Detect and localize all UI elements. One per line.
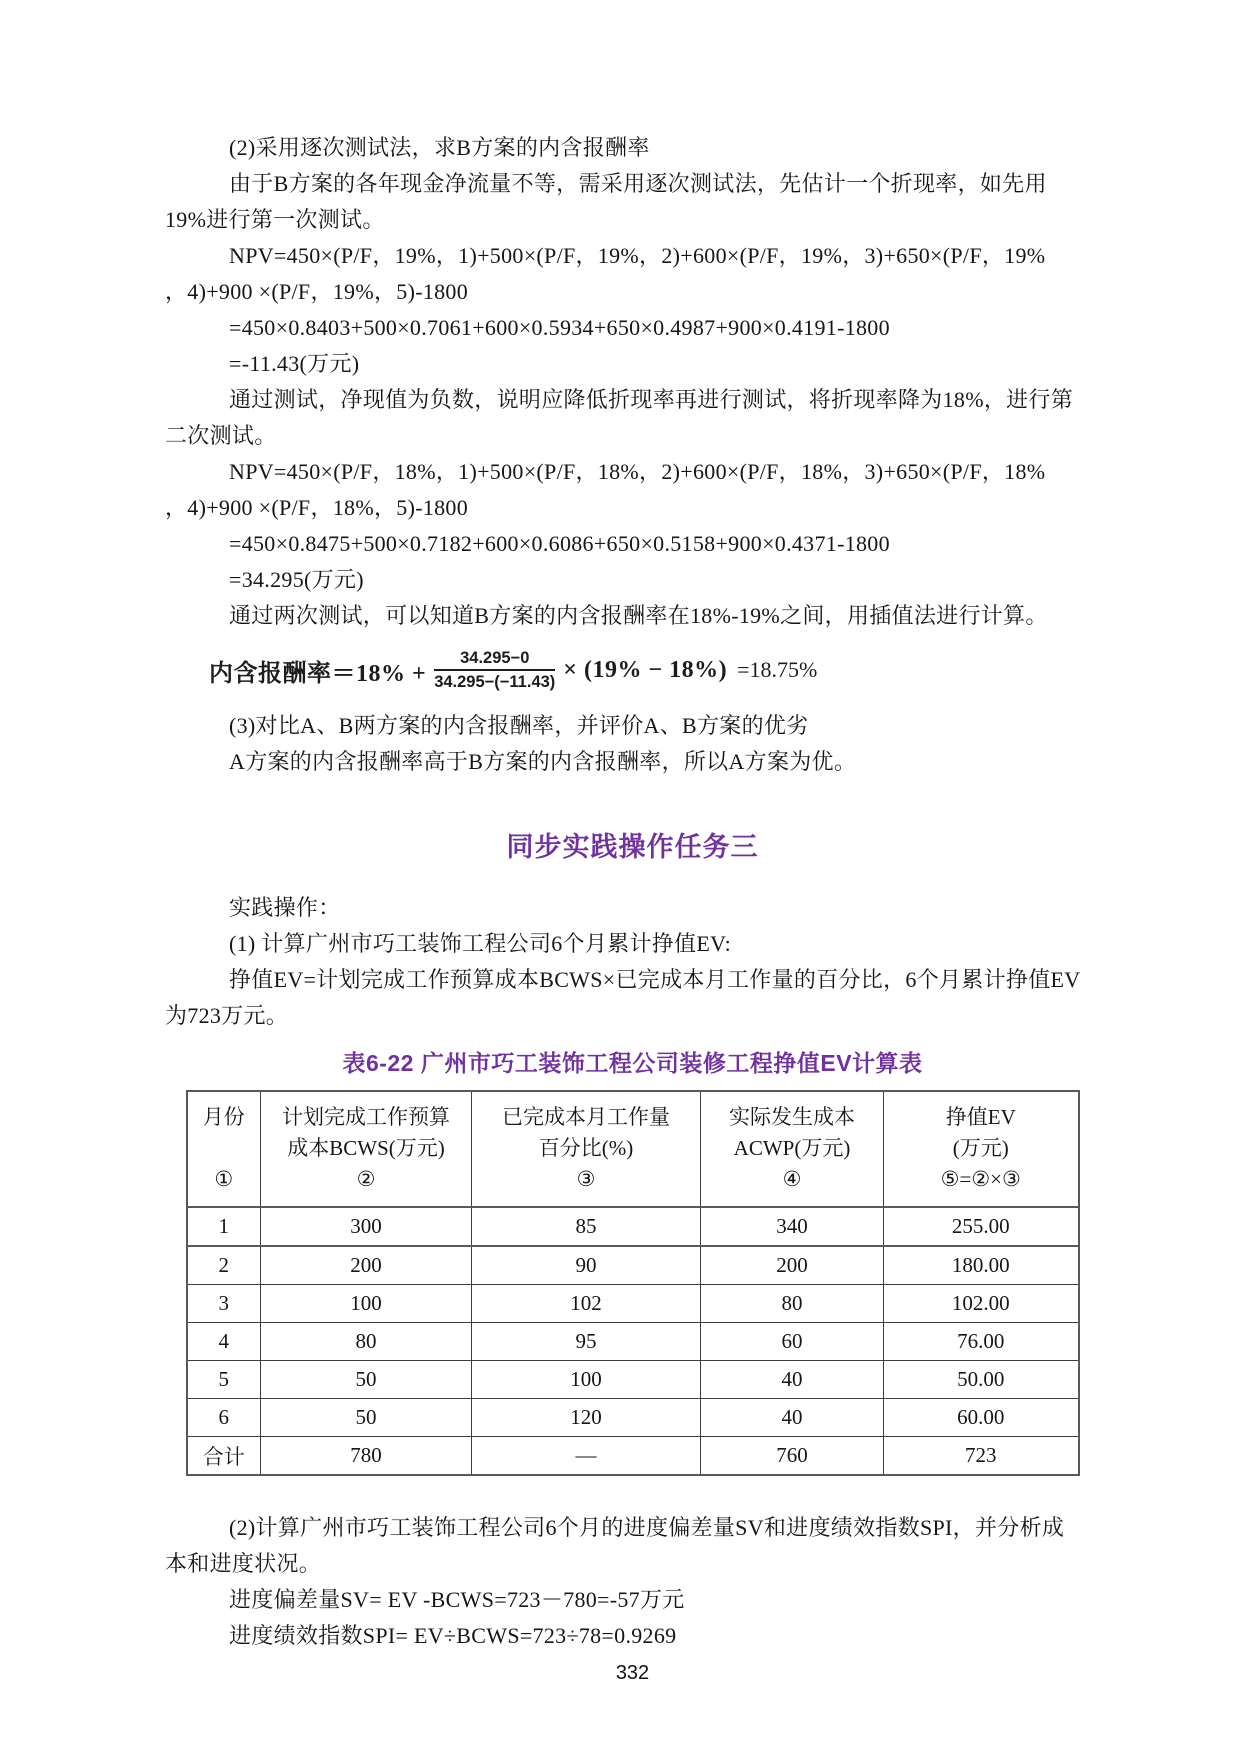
header-line: ⑤=②×③ [940,1167,1021,1191]
text-line: 为723万元。 [165,1003,289,1028]
fraction-numerator: 34.295−0 [460,648,530,667]
header-line: ④ [782,1167,802,1191]
table-header-row [187,1091,1079,1207]
table-cell: 6 [187,1399,261,1437]
header-line: 挣值EV [945,1105,1016,1129]
table-cell: 100 [472,1361,701,1399]
table-cell: 50.00 [884,1361,1079,1399]
table-cell: 40 [701,1361,884,1399]
irr-section [165,130,1100,634]
table-row [187,1361,1079,1399]
table-cell: 300 [261,1207,472,1246]
text-line: 通过两次测试，可以知道B方案的内含报酬率在18%-19%之间，用插值法进行计算。 [229,603,1048,628]
table-row [187,1399,1079,1437]
header-line: 计划完成工作预算 [282,1105,450,1129]
text-line: (3)对比A、B两方案的内含报酬率，并评价A、B方案的优劣 [229,713,809,738]
table-cell: 723 [884,1437,1079,1476]
header-line: 已完成本月工作量 [502,1105,670,1129]
table-header-cell [261,1091,472,1207]
table-cell: 200 [701,1246,884,1285]
text-line: 挣值EV=计划完成工作预算成本BCWS×已完成本月工作量的百分比，6个月累计挣值EV [229,967,1081,992]
text-line: =-11.43(万元) [229,351,360,376]
table-cell: 50 [261,1361,472,1399]
table-cell: 200 [261,1246,472,1285]
page-content [165,130,1100,1685]
table-cell: 76.00 [884,1323,1079,1361]
text-line: (2)采用逐次测试法，求B方案的内含报酬率 [229,135,650,160]
irr-interpolation-formula [209,641,1100,699]
header-line: 成本BCWS(万元) [287,1136,445,1160]
text-line: NPV=450×(P/F，18%，1)+500×(P/F，18%，2)+600×(P/F，18%，3)+650×(P/F，18% [229,459,1046,484]
table-header-cell [884,1091,1079,1207]
header-line: ② [356,1167,376,1191]
header-line: (万元) [952,1136,1009,1160]
ev-table [186,1090,1080,1476]
table-cell: 3 [187,1285,261,1323]
table-row [187,1285,1079,1323]
table-cell: 100 [261,1285,472,1323]
formula-prefix: 内含报酬率＝18% + [209,660,427,687]
formula-fraction [434,647,555,694]
table-cell: 85 [472,1207,701,1246]
table-header-cell [701,1091,884,1207]
table-cell: 60 [701,1323,884,1361]
table-row [187,1323,1079,1361]
text-line: 二次测试。 [165,423,277,448]
formula-multiplier: × (19% − 18%) [563,656,728,683]
text-line: ，4)+900 ×(P/F，19%，5)-1800 [165,279,469,304]
header-line: 实际发生成本 [729,1105,855,1129]
table-cell: 50 [261,1399,472,1437]
text-line: ，4)+900 ×(P/F，18%，5)-1800 [165,495,469,520]
text-line: 实践操作： [229,895,341,920]
text-line: A方案的内含报酬率高于B方案的内含报酬率，所以A方案为优。 [229,749,857,774]
table-cell: 255.00 [884,1207,1079,1246]
text-line: =450×0.8475+500×0.7182+600×0.6086+650×0.5158+900×0.4371-1800 [229,531,890,556]
header-line [188,1133,261,1164]
text-line: (1) 计算广州市巧工装饰工程公司6个月累计挣值EV: [229,931,732,956]
text-line: (2)计算广州市巧工装饰工程公司6个月的进度偏差量SV和进度绩效指数SPI，并分析成 [229,1515,1065,1540]
task-heading: 同步实践操作任务三 [506,832,759,862]
table-row [187,1246,1079,1285]
table-header-cell [472,1091,701,1207]
table-cell: 4 [187,1323,261,1361]
table-row [187,1207,1079,1246]
table-cell: 1 [187,1207,261,1246]
table-cell: 合计 [187,1437,261,1476]
text-line: NPV=450×(P/F，19%，1)+500×(P/F，19%，2)+600×(P/F，19%，3)+650×(P/F，19% [229,243,1046,268]
table-cell: 340 [701,1207,884,1246]
sv-section [165,1510,1100,1654]
header-line: ① [214,1167,234,1191]
table-cell: 90 [472,1246,701,1285]
fraction-denominator: 34.295−(−11.43) [434,669,555,693]
text-line: 19%进行第一次测试。 [165,207,385,232]
header-line: 百分比(%) [538,1136,634,1160]
text-line: =450×0.8403+500×0.7061+600×0.5934+650×0.4987+900×0.4191-1800 [229,315,890,340]
header-line: ACWP(万元) [733,1136,851,1160]
table-cell: — [472,1437,701,1476]
formula-result: =18.75% [737,657,818,682]
compare-section [165,708,1100,780]
page-number: 332 [615,1662,650,1684]
table-cell: 80 [261,1323,472,1361]
header-line: ③ [576,1167,596,1191]
practice-section [165,890,1100,1034]
text-line: 进度偏差量SV= EV -BCWS=723－780=-57万元 [229,1587,685,1612]
text-line: =34.295(万元) [229,567,364,592]
table-cell: 95 [472,1323,701,1361]
text-line: 本和进度状况。 [165,1551,322,1576]
table-cell: 2 [187,1246,261,1285]
table-cell: 102 [472,1285,701,1323]
table-cell: 760 [701,1437,884,1476]
table-title: 表6-22 广州市巧工装饰工程公司装修工程挣值EV计算表 [342,1050,923,1076]
table-cell: 120 [472,1399,701,1437]
text-line: 通过测试，净现值为负数，说明应降低折现率再进行测试，将折现率降为18%，进行第 [229,387,1074,412]
table-cell: 5 [187,1361,261,1399]
table-cell: 60.00 [884,1399,1079,1437]
table-cell: 180.00 [884,1246,1079,1285]
text-line: 由于B方案的各年现金净流量不等，需采用逐次测试法，先估计一个折现率，如先用 [229,171,1047,196]
table-cell: 780 [261,1437,472,1476]
table-cell: 102.00 [884,1285,1079,1323]
table-cell: 40 [701,1399,884,1437]
table-total-row [187,1437,1079,1476]
text-line: 进度绩效指数SPI= EV÷BCWS=723÷78=0.9269 [229,1623,677,1648]
table-cell: 80 [701,1285,884,1323]
header-line: 月份 [202,1105,245,1129]
table-header-cell [187,1091,261,1207]
